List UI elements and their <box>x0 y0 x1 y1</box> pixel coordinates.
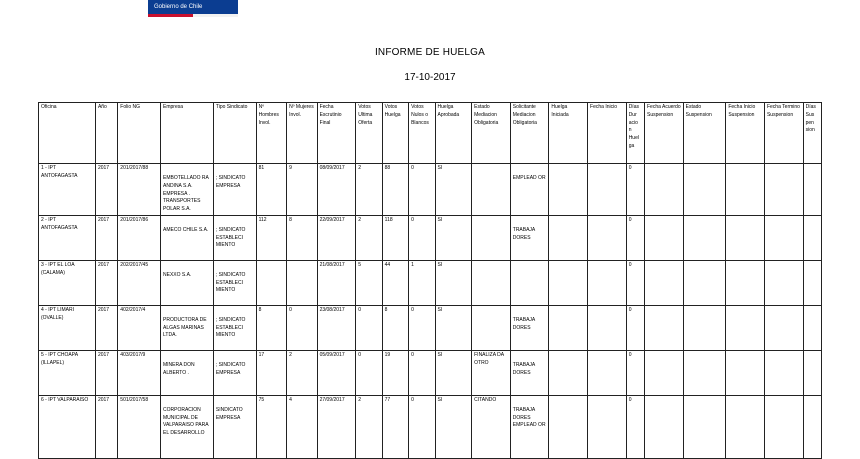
cell-folio <box>118 305 161 350</box>
cell-termino-susp <box>764 164 803 216</box>
cell-fecha-acuerdo <box>644 164 683 216</box>
cell-folio <box>118 350 161 395</box>
cell-fecha-acuerdo <box>644 350 683 395</box>
cell-text: FINALIZA DA OTRO <box>474 351 504 366</box>
cell-text: 2017 <box>97 351 110 358</box>
cell-iniciada <box>549 215 588 260</box>
cell-oficina <box>39 395 96 458</box>
cell-estado-susp <box>683 260 726 305</box>
table-row <box>39 164 822 216</box>
cell-dias <box>626 305 644 350</box>
cell-votos-oferta <box>356 215 382 260</box>
cell-fecha-escrutinio <box>317 164 356 216</box>
column-header: Solicitante Mediacion Obligatoria <box>510 103 549 164</box>
cell-folio <box>118 164 161 216</box>
cell-fecha-escrutinio <box>317 305 356 350</box>
cell-empresa <box>161 395 214 458</box>
cell-text: 8 <box>258 306 262 313</box>
cell-text: 0 <box>358 351 361 358</box>
cell-tipo <box>213 395 256 458</box>
cell-dias-susp <box>803 260 821 305</box>
cell-text: 118 <box>384 216 393 223</box>
cell-estado-susp <box>683 215 726 260</box>
cell-fecha-inicio <box>588 350 627 395</box>
cell-fecha-acuerdo <box>644 305 683 350</box>
cell-folio <box>118 395 161 458</box>
cell-votos-oferta <box>356 395 382 458</box>
cell-text: 77 <box>384 396 391 403</box>
cell-solicitante <box>510 164 549 216</box>
cell-tipo <box>213 164 256 216</box>
cell-dias <box>626 215 644 260</box>
column-header: Fecha Escrutinio Final <box>317 103 356 164</box>
column-header: Fecha Termino Suspension <box>764 103 803 164</box>
column-header: Nº Hombres Invol. <box>256 103 287 164</box>
cell-iniciada <box>549 260 588 305</box>
column-header: Huelga Aprobada <box>435 103 472 164</box>
cell-text: 5 <box>358 261 361 268</box>
cell-mujeres <box>287 305 318 350</box>
cell-estado-mediacion <box>472 305 511 350</box>
cell-text: EMBOTELLADO RA ANDINA S.A. EMPRESA . TRANSPORTES POLAR S.A. <box>163 175 209 212</box>
column-header: Fecha Inicio <box>588 103 627 164</box>
cell-solicitante <box>510 305 549 350</box>
cell-empresa <box>161 350 214 395</box>
cell-text: 0 <box>628 396 632 403</box>
cell-aprobada <box>435 305 472 350</box>
cell-text: MINERA DON ALBERTO . <box>163 361 195 376</box>
cell-text: 202/2017/45 <box>120 261 149 268</box>
cell-empresa <box>161 260 214 305</box>
cell-tipo <box>213 215 256 260</box>
cell-termino-susp <box>764 395 803 458</box>
column-header: Votos Ultima Oferta <box>356 103 382 164</box>
cell-text: SI <box>437 351 443 358</box>
cell-text: 4 <box>289 396 292 403</box>
cell-text: 0 <box>628 165 632 171</box>
cell-text: NEXXO S.A. <box>163 271 192 278</box>
cell-text: 4 - IPT LIMARI (OVALLE) <box>41 306 74 321</box>
cell-text: 23/08/2017 <box>319 306 345 313</box>
cell-fecha-inicio <box>588 164 627 216</box>
table-header-row <box>39 103 822 164</box>
cell-votos-huelga <box>382 350 408 395</box>
cell-text: EMPLEAD OR <box>512 175 546 181</box>
logo-red-band <box>148 14 193 17</box>
cell-hombres <box>256 395 287 458</box>
cell-text: ; SINDICATO EMPRESA <box>215 361 246 376</box>
cell-text: TRABAJA DORES <box>512 361 535 376</box>
column-header: Votos Huelga <box>382 103 408 164</box>
cell-text: SINDICATO EMPRESA <box>215 406 243 421</box>
cell-mujeres <box>287 164 318 216</box>
cell-text: CORPORACION MUNICIPAL DE VALPARAISO PARA EL DESARROLLO <box>163 406 209 436</box>
cell-anio <box>95 350 117 395</box>
cell-text: SI <box>437 306 443 313</box>
cell-hombres <box>256 260 287 305</box>
cell-fecha-acuerdo <box>644 215 683 260</box>
cell-text: 19 <box>384 351 391 358</box>
cell-dias <box>626 164 644 216</box>
cell-text: 2017 <box>97 396 110 403</box>
cell-fecha-inicio <box>588 215 627 260</box>
cell-tipo <box>213 260 256 305</box>
cell-text: 2017 <box>97 216 110 223</box>
cell-fecha-inicio <box>588 395 627 458</box>
cell-termino-susp <box>764 215 803 260</box>
cell-text: 201/2017/88 <box>120 165 149 171</box>
cell-votos-nulos <box>409 215 435 260</box>
cell-dias-susp <box>803 164 821 216</box>
logo-text: Gobierno de Chile <box>154 4 203 10</box>
table-row <box>39 215 822 260</box>
cell-fecha-acuerdo <box>644 260 683 305</box>
cell-text: 0 <box>411 216 414 223</box>
cell-text: 8 <box>289 216 292 223</box>
cell-text: AMECO CHILE S.A. <box>163 226 209 233</box>
cell-text: 0 <box>411 165 414 171</box>
cell-text: 81 <box>258 165 265 171</box>
cell-empresa <box>161 305 214 350</box>
column-header: Días Sus pen sion <box>803 103 821 164</box>
cell-estado-mediacion <box>472 350 511 395</box>
cell-text: 0 <box>358 306 361 313</box>
cell-text: 6 - IPT VALPARAISO <box>41 396 89 403</box>
cell-dias-susp <box>803 395 821 458</box>
report-date: 17-10-2017 <box>404 72 456 83</box>
cell-text: 0 <box>289 306 292 313</box>
gobierno-logo <box>148 0 238 14</box>
cell-votos-huelga <box>382 260 408 305</box>
cell-text: 2 <box>358 396 361 403</box>
column-header: Empresa <box>161 103 214 164</box>
cell-text: 201/2017/86 <box>120 216 149 223</box>
cell-empresa <box>161 164 214 216</box>
report-title: INFORME DE HUELGA <box>374 47 486 58</box>
cell-text: 5 - IPT CHOAPA (ILLAPEL) <box>41 351 78 366</box>
cell-folio <box>118 215 161 260</box>
cell-text: 0 <box>628 261 632 268</box>
cell-anio <box>95 395 117 458</box>
column-header: Tipo Sindicato <box>213 103 256 164</box>
cell-oficina <box>39 164 96 216</box>
logo-white-band <box>193 14 238 17</box>
cell-fecha-inicio <box>588 260 627 305</box>
cell-text: 17 <box>258 351 265 358</box>
cell-iniciada <box>549 164 588 216</box>
cell-votos-nulos <box>409 260 435 305</box>
cell-estado-susp <box>683 350 726 395</box>
cell-text: 2 - IPT ANTOFAGASTA <box>41 216 78 231</box>
cell-votos-nulos <box>409 164 435 216</box>
cell-anio <box>95 215 117 260</box>
cell-text: TRABAJA DORES <box>512 316 535 331</box>
cell-votos-nulos <box>409 350 435 395</box>
cell-text: 2 <box>289 351 292 358</box>
cell-text: ; SINDICATO ESTABLECI MIENTO <box>215 271 246 294</box>
strike-report-table <box>38 102 822 459</box>
cell-votos-oferta <box>356 164 382 216</box>
cell-votos-huelga <box>382 164 408 216</box>
cell-text: ; SINDICATO ESTABLECI MIENTO <box>215 316 246 339</box>
cell-text: 2017 <box>97 261 110 268</box>
column-header: Días Dur acio n Huel ga <box>626 103 644 164</box>
cell-text: SI <box>437 261 443 268</box>
cell-text: 9 <box>289 165 292 171</box>
table-row <box>39 305 822 350</box>
cell-folio <box>118 260 161 305</box>
cell-solicitante <box>510 395 549 458</box>
cell-votos-huelga <box>382 215 408 260</box>
cell-text: SI <box>437 165 443 171</box>
cell-empresa <box>161 215 214 260</box>
cell-iniciada <box>549 395 588 458</box>
cell-hombres <box>256 215 287 260</box>
cell-text: 0 <box>411 396 414 403</box>
cell-text: 2 <box>358 216 361 223</box>
cell-votos-oferta <box>356 350 382 395</box>
cell-fecha-escrutinio <box>317 350 356 395</box>
cell-text: 0 <box>411 351 414 358</box>
cell-dias-susp <box>803 350 821 395</box>
cell-text: 88 <box>384 165 391 171</box>
cell-fecha-acuerdo <box>644 395 683 458</box>
table-row <box>39 260 822 305</box>
cell-text: PRODUCTORA DE ALGAS MARINAS LTDA. <box>163 316 207 339</box>
cell-text: ; SINDICATO EMPRESA <box>215 175 246 189</box>
cell-inicio-susp <box>726 215 765 260</box>
cell-hombres <box>256 164 287 216</box>
cell-text: 0 <box>628 306 632 313</box>
cell-iniciada <box>549 350 588 395</box>
cell-inicio-susp <box>726 164 765 216</box>
table-row <box>39 350 822 395</box>
cell-aprobada <box>435 260 472 305</box>
cell-inicio-susp <box>726 395 765 458</box>
cell-text: 0 <box>628 351 632 358</box>
cell-text: 2017 <box>97 306 110 313</box>
cell-inicio-susp <box>726 350 765 395</box>
cell-dias <box>626 395 644 458</box>
cell-text: 3 - IPT EL LOA (CALAMA) <box>41 261 75 276</box>
cell-fecha-escrutinio <box>317 395 356 458</box>
cell-anio <box>95 305 117 350</box>
cell-fecha-escrutinio <box>317 215 356 260</box>
column-header: Año <box>95 103 117 164</box>
cell-solicitante <box>510 260 549 305</box>
cell-dias <box>626 260 644 305</box>
cell-aprobada <box>435 395 472 458</box>
cell-aprobada <box>435 215 472 260</box>
cell-estado-mediacion <box>472 164 511 216</box>
cell-mujeres <box>287 395 318 458</box>
cell-text: 75 <box>258 396 265 403</box>
cell-estado-mediacion <box>472 395 511 458</box>
column-header: Estado Mediacion Obligatoria <box>472 103 511 164</box>
cell-text: 2017 <box>97 165 110 171</box>
cell-oficina <box>39 215 96 260</box>
cell-oficina <box>39 305 96 350</box>
cell-text: 27/09/2017 <box>319 396 345 403</box>
cell-votos-oferta <box>356 260 382 305</box>
cell-inicio-susp <box>726 260 765 305</box>
cell-votos-nulos <box>409 395 435 458</box>
cell-estado-susp <box>683 164 726 216</box>
column-header: Huelga Iniciada <box>549 103 588 164</box>
column-header: Nº Mujeres Invol. <box>287 103 318 164</box>
cell-text: SI <box>437 216 443 223</box>
cell-termino-susp <box>764 305 803 350</box>
cell-text: TRABAJA DORES <box>512 226 535 241</box>
cell-text: 0 <box>628 216 632 223</box>
column-header: Oficina <box>39 103 96 164</box>
cell-aprobada <box>435 164 472 216</box>
cell-hombres <box>256 350 287 395</box>
column-header: Fecha Acuerdo Suspension <box>644 103 683 164</box>
cell-text: CITANDO <box>474 396 497 403</box>
cell-dias-susp <box>803 305 821 350</box>
cell-text: 1 - IPT ANTOFAGASTA <box>41 165 78 179</box>
cell-text: 21/08/2017 <box>319 261 345 268</box>
cell-iniciada <box>549 305 588 350</box>
table-row <box>39 395 822 458</box>
cell-mujeres <box>287 260 318 305</box>
cell-solicitante <box>510 350 549 395</box>
cell-text: 0 <box>411 306 414 313</box>
cell-inicio-susp <box>726 305 765 350</box>
column-header: Votos Nulos o Blancos <box>409 103 435 164</box>
cell-hombres <box>256 305 287 350</box>
cell-solicitante <box>510 215 549 260</box>
cell-votos-huelga <box>382 395 408 458</box>
cell-text: 05/09/2017 <box>319 351 345 358</box>
cell-anio <box>95 260 117 305</box>
cell-termino-susp <box>764 260 803 305</box>
cell-text: 22/09/2017 <box>319 216 345 223</box>
cell-anio <box>95 164 117 216</box>
cell-dias <box>626 350 644 395</box>
cell-mujeres <box>287 215 318 260</box>
cell-text: 112 <box>258 216 267 223</box>
cell-text: 2 <box>358 165 361 171</box>
cell-mujeres <box>287 350 318 395</box>
cell-termino-susp <box>764 350 803 395</box>
cell-tipo <box>213 350 256 395</box>
cell-text: TRABAJA DORES EMPLEAD OR <box>512 406 546 429</box>
cell-fecha-escrutinio <box>317 260 356 305</box>
cell-text: 8 <box>384 306 388 313</box>
cell-text: ; SINDICATO ESTABLECI MIENTO <box>215 226 246 249</box>
cell-oficina <box>39 260 96 305</box>
cell-text: 08/09/2017 <box>319 165 345 171</box>
cell-fecha-inicio <box>588 305 627 350</box>
cell-text: 403/2017/9 <box>120 351 146 358</box>
cell-estado-mediacion <box>472 260 511 305</box>
cell-votos-nulos <box>409 305 435 350</box>
cell-oficina <box>39 350 96 395</box>
cell-text: 44 <box>384 261 391 268</box>
cell-estado-susp <box>683 395 726 458</box>
cell-estado-mediacion <box>472 215 511 260</box>
cell-votos-oferta <box>356 305 382 350</box>
cell-text: 501/2017/58 <box>120 396 149 403</box>
column-header: Estado Suspension <box>683 103 726 164</box>
cell-tipo <box>213 305 256 350</box>
cell-text: 1 <box>411 261 414 268</box>
cell-text: 402/2017/4 <box>120 306 146 313</box>
column-header: Fecha Inicio Suspension <box>726 103 765 164</box>
column-header: Folio NG <box>118 103 161 164</box>
cell-estado-susp <box>683 305 726 350</box>
cell-dias-susp <box>803 215 821 260</box>
cell-aprobada <box>435 350 472 395</box>
cell-votos-huelga <box>382 305 408 350</box>
cell-text: SI <box>437 396 443 403</box>
